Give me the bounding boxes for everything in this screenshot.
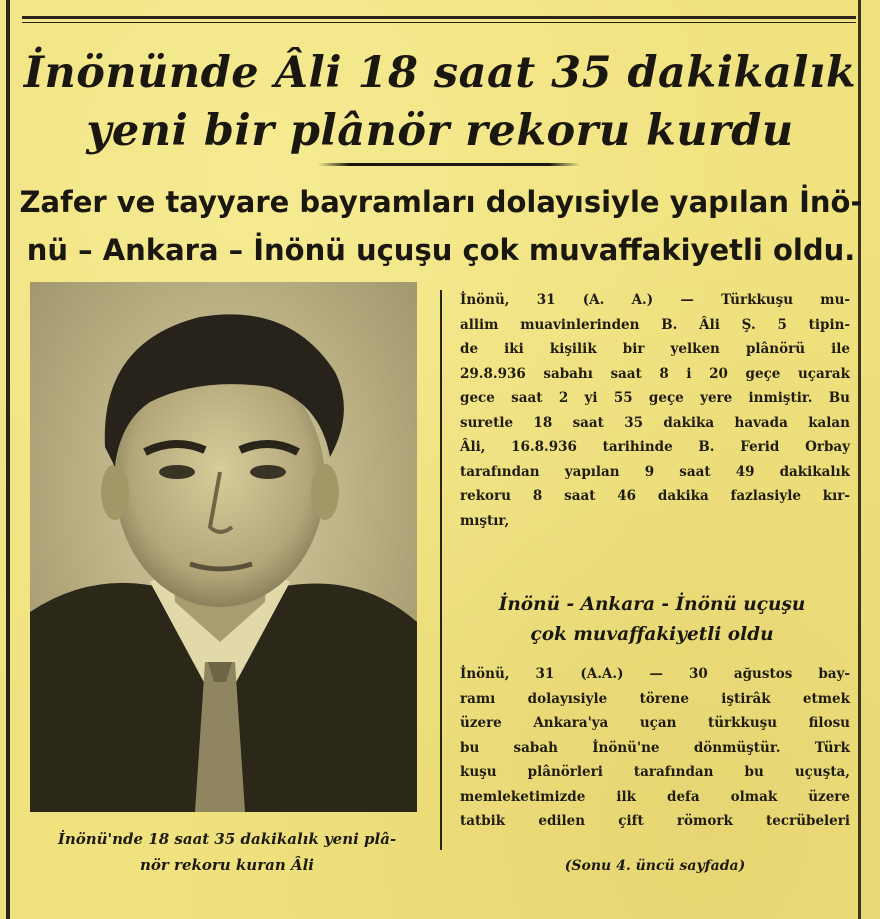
article-line: ramı dolayısiyle törene iştirâk etmek xyxy=(460,690,850,707)
article-line: bu sabah İnönü'ne dönmüştür. Türk xyxy=(460,739,850,756)
article-line: üzere Ankara'ya uçan türkkuşu filosu xyxy=(460,715,850,731)
top-rule-thin xyxy=(22,22,856,23)
headline-line-1: İnönünde Âli 18 saat 35 dakikalık xyxy=(23,48,857,98)
article-flight xyxy=(460,662,850,834)
article-line: mıştır, xyxy=(460,512,510,529)
article-line: İnönü, 31 (A.A.) — 30 ağustos bay- xyxy=(460,666,850,682)
photo-caption-line-1: İnönü'nde 18 saat 35 dakikalık yeni plâ- xyxy=(57,830,397,848)
subheadline-line-1: Zafer ve tayyare bayramları dolayısiyle yapılan İnö- xyxy=(19,185,863,219)
article-line: tatbik edilen çift römork tecrübeleri xyxy=(460,813,850,829)
portrait-photo xyxy=(30,282,417,812)
article2-title-line-1: İnönü - Ankara - İnönü uçuşu xyxy=(498,594,806,615)
article-line: allim muavinlerinden B. Âli Ş. 5 tipin- xyxy=(460,316,850,333)
article2-title-line-2: çok muvaffakiyetli oldu xyxy=(530,624,774,645)
article-line: gece saat 2 yi 55 geçe yere inmiştir. Bu xyxy=(460,390,850,406)
article-line: kuşu plânörleri tarafından bu uçuşta, xyxy=(460,764,850,780)
left-border xyxy=(6,0,10,919)
article-line: Âli, 16.8.936 tarihinde B. Ferid Orbay xyxy=(460,439,850,455)
column-rule xyxy=(440,290,442,850)
photo-caption-line-2: nör rekoru kuran Âli xyxy=(140,856,314,874)
article-record xyxy=(460,288,850,533)
article-line: İnönü, 31 (A. A.) — Türkkuşu mu- xyxy=(460,292,850,308)
article-line: memleketimizde ilk defa olmak üzere xyxy=(460,788,850,805)
article-line: rekoru 8 saat 46 dakika fazlasiyle kır- xyxy=(460,488,850,504)
continued-note: (Sonu 4. üncü sayfada) xyxy=(564,858,746,874)
headline-divider xyxy=(318,163,580,166)
subheadline-line-2: nü – Ankara – İnönü uçuşu çok muvaffakiyetli oldu. xyxy=(26,233,856,267)
article-line: suretle 18 saat 35 dakika havada kalan xyxy=(460,414,850,431)
article-line: tarafından yapılan 9 saat 49 dakikalık xyxy=(460,463,850,480)
headline-line-2: yeni bir plânör rekoru kurdu xyxy=(86,106,794,156)
article-line: de iki kişilik bir yelken plânörü ile xyxy=(460,341,850,357)
top-rule xyxy=(22,16,856,19)
article-line: 29.8.936 sabahı saat 8 i 20 geçe uçarak xyxy=(460,365,850,382)
